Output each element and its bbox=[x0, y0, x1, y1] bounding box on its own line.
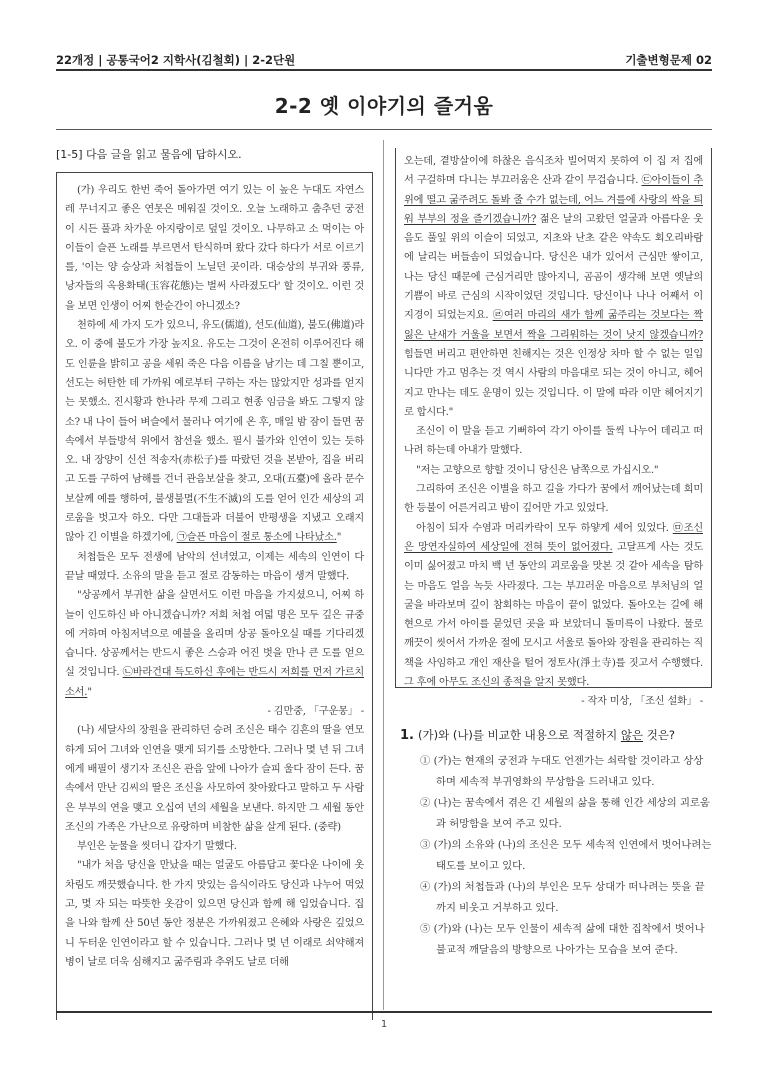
question-stem-text: 것은? bbox=[643, 728, 676, 742]
passage-b-text: 힘들면 버리고 편안하면 친해지는 것은 인정상 차마 할 수 없는 일입니다만 가고 멈추는 것 역시 사람의 마음대로 되는 것이 아니고, 헤어지고 만나는 데도 운명이 있는 것입니다. 이 말에 따라 이만 헤어지기로 합시다." bbox=[404, 348, 703, 418]
passage-b-intro: (나) 세달사의 장원을 관리하던 승려 조신은 태수 김흔의 딸을 연모하게 되어 그녀와 인연을 맺게 되기를 소망한다. 그러나 몇 년 뒤 그녀에게 배필이 생기자 조신은 관음 앞에 나아가 슬피 울다 잠이 든다. 꿈속에서 만난 김씨의 딸은 조신을 사모하여 찾아왔다고 말하고 두 사람은 부부의 연을 맺고 오십여 년의 세월을 보낸다. 하지만 그 세월 동안 조신의 가족은 가난으로 유랑하며 비참한 삶을 살게 된다. (중략) bbox=[65, 725, 364, 833]
passage-a-text: "상공께서 부귀한 삶을 살면서도 이런 마음을 가지셨으니, 어찌 하늘이 인도하신 바 아니겠습니까? 저희 처첩 여덟 명은 모두 깊은 규중에 거하며 아침저녁으로 예불을 올리며 상공 돌아오실 때를 기다리겠습니다. 상공께서는 반드시 좋은 스승과 어진 벗을 만나 큰 도를 얻으실 것입니다. bbox=[65, 590, 364, 679]
passage-box-left bbox=[56, 172, 373, 1020]
source-citation-a: - 김만중, 「구운몽」 - bbox=[267, 706, 364, 718]
passage-b-paragraph: 부인은 눈물을 씻더니 갑자기 말했다. bbox=[77, 841, 237, 853]
underline-c: ㉢아이들이 추위에 떨고 굶주려도 돌봐 줄 수가 없는데, 어느 겨를에 사랑의 싹을 틔워 부부의 정을 즐기겠습니까? bbox=[404, 175, 703, 225]
answer-option-3[interactable]: ③ (가)의 소유와 (나)의 조신은 모두 세속적 인연에서 벗어나려는 태도를 보이고 있다. bbox=[420, 839, 712, 872]
passage-a-paragraph-1: (가) 우리도 한번 죽어 돌아가면 여기 있는 이 높은 누대도 자연스레 무너지고 좋은 연못은 메워질 것이오. 오늘 노래하고 춤추던 궁전이 시든 풀과 차가운 아지랑이로 덮일 것이오. 나무하고 소 먹이는 아이들이 슬픈 노래를 부르면서 탄식하며 왔다 갔다 하다가 서로 이르기를, '이는 양 승상과 처첩들이 노닐던 곳이라. 대승상의 부귀와 풍류, 낭자들의 옥용화태(玉容花態)는 벌써 사라졌도다' 할 것이오. 이런 것을 보면 인생이 어찌 한순간이 아니겠소? bbox=[65, 185, 364, 312]
answer-options bbox=[400, 751, 712, 961]
question-number: 1. bbox=[400, 728, 414, 743]
answer-option-1[interactable]: ① (가)는 현재의 궁전과 누대도 언젠가는 쇠락할 것이라고 상상하며 세속적 부귀영화의 무상함을 드러내고 있다. bbox=[420, 755, 704, 788]
passage-b-text: 젊은 날의 고왔던 얼굴과 아름다운 웃음도 풀잎 위의 이슬이 되었고, 지초와 난초 같은 약속도 회오리바람에 날리는 버들솜이 되었습니다. 당신은 내가 있어서 근심만 쌓이고, 나는 당신 때문에 근심거리만 많아지니, 곰곰이 생각해 보면 옛날의 기쁨이 바로 근심의 시작이었던 것입니다. 당신이나 나나 어째서 이 지경이 되었는지요. bbox=[404, 213, 703, 322]
answer-option-2[interactable]: ② (나)는 꿈속에서 겪은 긴 세월의 삶을 통해 인간 세상의 괴로움과 허망함을 보여 주고 있다. bbox=[420, 797, 710, 830]
column-divider bbox=[383, 140, 384, 1010]
title-rule bbox=[56, 129, 712, 130]
passage-a-paragraph-4 bbox=[65, 586, 364, 702]
underline-e: ㉤조신은 망연자실하여 세상일에 전혀 뜻이 없어졌다. bbox=[404, 522, 703, 553]
header-course-info: 22개정 | 공통국어2 지학사(김철회) | 2-2단원 bbox=[56, 53, 296, 67]
passage-a-paragraph-3: 처첩들은 모두 전생에 남악의 선녀였고, 이제는 세속의 인연이 다 끝날 때였다. 소유의 말을 듣고 절로 감동하는 마음이 생겨 말했다. bbox=[65, 551, 364, 582]
passage-a-text: " bbox=[336, 532, 342, 544]
passage-b-paragraph bbox=[404, 519, 703, 693]
header-rule bbox=[56, 69, 712, 71]
answer-option-4[interactable]: ④ (가)의 처첩들과 (나)의 부인은 모두 상대가 떠나려는 뜻을 끝까지 비웃고 거부하고 있다. bbox=[420, 881, 705, 914]
passage-b-paragraph: "저는 고향으로 향할 것이니 당신은 남쪽으로 가십시오." bbox=[416, 464, 659, 476]
passage-b-paragraph: "내가 처음 당신을 만났을 때는 얼굴도 아름답고 꽃다운 나이에 옷차림도 깨끗했습니다. 한 가지 맛있는 음식이라도 당신과 나누어 먹었고, 몇 자 되는 따뜻한 옷감이 있으면 당신과 함께 해 입었습니다. 집을 나와 함께 산 50년 동안 정분은 가까워졌고 은혜와 사랑은 깊었으니 두터운 인연이라고 할 수 있습니다. 그러나 몇 년 이래로 쇠약해져 병이 날로 더욱 심해지고 굶주림과 추위도 날로 더해 bbox=[65, 860, 364, 968]
passage-b-paragraph: 그리하여 조신은 이별을 하고 길을 가다가 꿈에서 깨어났는데 희미한 등불이 어른거리고 밤이 깊어만 가고 있었다. bbox=[404, 484, 703, 515]
passage-b-text: 고달프게 사는 것도 이미 싫어졌고 마치 백 년 동안의 괴로움을 맛본 것 같아 세속을 탐하는 마음도 얼음 녹듯 사라졌다. 그는 부끄러운 마음으로 부처님의 얼굴을 바라보며 깊이 참회하는 마음이 끝이 없었다. 돌아오는 길에 해현으로 가서 아이를 묻었던 곳을 파 보았더니 돌미륵이 나왔다. 물로 깨끗이 씻어서 가까운 절에 모시고 서울로 돌아와 장원을 관리하는 직책을 사임하고 개인 재산을 털어 정토사(淨土寺)를 짓고서 수행했다. 그 후에 아무도 조신의 종적을 알지 못했다. bbox=[404, 541, 703, 689]
page-number: 1 bbox=[380, 1019, 388, 1030]
source-citation-b: - 작자 미상, 「조신 설화」 - bbox=[581, 696, 703, 708]
footer-rule bbox=[56, 1011, 712, 1013]
passage-box-right bbox=[395, 148, 712, 708]
question-1 bbox=[400, 726, 712, 961]
underline-a: ㉠슬픈 마음이 절로 통소에 나타났소. bbox=[176, 532, 337, 544]
underline-b: ㉡바라건대 득도하신 후에는 반드시 저희를 먼저 가르치소서. bbox=[65, 667, 364, 698]
passage-a-paragraph-2 bbox=[65, 316, 364, 548]
answer-option-5[interactable]: ⑤ (가)와 (나)는 모두 인물이 세속적 삶에 대한 집착에서 벗어나 불교적 깨달음의 방향으로 나아가는 모습을 보여 준다. bbox=[420, 923, 705, 956]
passage-b-text: 오는데, 곁방살이에 하찮은 음식조차 빌어먹지 못하여 이 집 저 집에서 구걸하며 다니는 부끄러움은 산과 같이 무겁습니다. bbox=[404, 156, 703, 187]
question-instruction: [1-5] 다음 글을 읽고 물음에 답하시오. bbox=[56, 148, 242, 161]
passage-b-continued bbox=[404, 152, 703, 422]
page-title: 2-2 옛 이야기의 즐거움 bbox=[274, 94, 494, 118]
underline-d: ㉣여러 마리의 새가 함께 굶주리는 것보다는 짝 잃은 난새가 거울을 보면서 짝을 그리워하는 것이 낫지 않겠습니까? bbox=[404, 310, 703, 341]
question-stem bbox=[400, 726, 712, 745]
passage-a-text: " bbox=[87, 686, 92, 698]
question-stem-emphasis: 않은 bbox=[620, 728, 644, 742]
header-exam-label: 기출변형문제 02 bbox=[625, 53, 712, 67]
passage-b-paragraph: 조신이 이 말을 듣고 기뻐하여 각기 아이를 둘씩 나누어 데리고 떠나려 하는데 아내가 말했다. bbox=[404, 426, 703, 457]
passage-a-text: 천하에 세 가지 도가 있으니, 유도(儒道), 선도(仙道), 불도(佛道)라오. 이 중에 불도가 가장 높지요. 유도는 그것이 온전히 이루어진다 해도 인륜을 밝히고 공을 세워 죽은 다음 이름을 남기는 데 그칠 뿐이고, 선도는 허탄한 데 가까워 예로부터 구하는 자는 많았지만 성과를 얻지는 못했소. 진시황과 한나라 무제 그리고 현종 임금을 봐도 그렇지 않소? 내 나이 들어 벼슬에서 물러나 여기에 온 후, 매일 밤 잠이 들면 꿈속에서 부들방석 위에서 참선을 했소. 필시 불가와 인연이 있는 듯하오. 내 장양이 신선 적송자(赤松子)를 따랐던 것을 본받아, 집을 버리고 도를 구하여 남해를 건너 관음보살을 찾고, 오대(五臺)에 올라 문수보살께 예를 행하여, 불생불멸(不生不滅)의 도를 얻어 인간 세상의 괴로움을 벗고자 하오. 다만 그대들과 더불어 반평생을 지냈고 오래지 않아 긴 이별을 하겠기에, bbox=[65, 320, 364, 544]
question-stem-text: (가)와 (나)를 비교한 내용으로 적절하지 bbox=[417, 728, 621, 742]
passage-b-text: 아침이 되자 수염과 머리카락이 모두 하얗게 세어 있었다. bbox=[416, 522, 673, 534]
